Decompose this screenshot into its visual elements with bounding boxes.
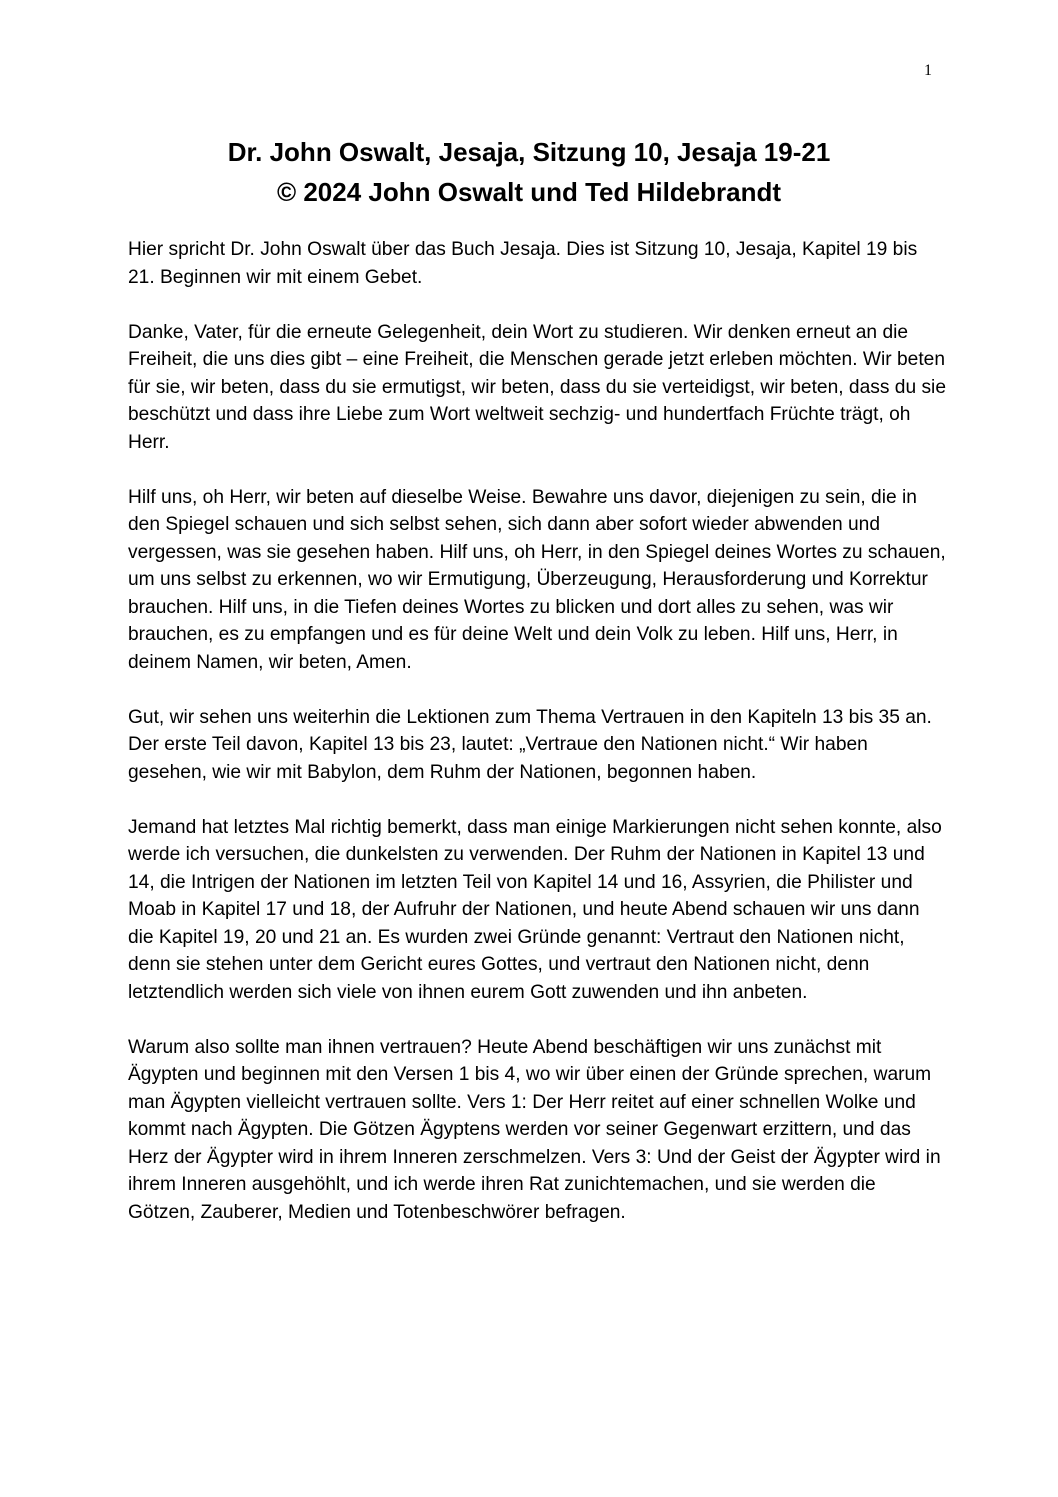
title-line-2: © 2024 John Oswalt und Ted Hildebrandt (276, 177, 782, 207)
paragraph: Hilf uns, oh Herr, wir beten auf dieselbe Weise. Bewahre uns davor, diejenigen zu sein, die in den Spiegel schauen und sich selbst sehen, sich dann aber sofort wieder abwenden und vergessen, was sie gesehen haben. Hilf uns, oh Herr, in den Spiegel deines Wortes zu schauen, um uns selbst zu erkennen, wo wir Ermutigung, Überzeugung, Herausforderung und Korrektur brauchen. Hilf uns, in die Tiefen deines Wortes zu blicken und dort alles zu sehen, was wir brauchen, es zu empfangen und es für deine Welt und dein Volk zu leben. Hilf uns, Herr, in deinem Namen, wir beten, Amen. (128, 486, 946, 673)
document-body (128, 236, 948, 1254)
paragraph: Warum also sollte man ihnen vertrauen? Heute Abend beschäftigen wir uns zunächst mit Ägypten und beginnen mit den Versen 1 bis 4, wo wir über einen der Gründe sprechen, warum man Ägypten vielleicht vertrauen sollte. Vers 1: Der Herr reitet auf einer schnellen Wolke und kommt nach Ägypten. Die Götzen Ägyptens werden vor seiner Gegenwart erzittern, und das Herz der Ägypter wird in ihrem Inneren zerschmelzen. Vers 3: Und der Geist der Ägypter wird in ihrem Inneren ausgehöhlt, und ich werde ihren Rat zunichtemachen, und sie werden die Götzen, Zauberer, Medien und Totenbeschwörer befragen. (128, 1036, 941, 1223)
document-title (0, 132, 1058, 212)
title-line-1: Dr. John Oswalt, Jesaja, Sitzung 10, Jesaja 19-21 (227, 137, 831, 167)
page-number: 1 (924, 62, 932, 79)
paragraph: Gut, wir sehen uns weiterhin die Lektionen zum Thema Vertrauen in den Kapiteln 13 bis 35 an. Der erste Teil davon, Kapitel 13 bis 23, lautet: „Vertraue den Nationen nicht.“ Wir haben gesehen, wie wir mit Babylon, dem Ruhm der Nationen, begonnen haben. (128, 706, 932, 783)
paragraph: Hier spricht Dr. John Oswalt über das Buch Jesaja. Dies ist Sitzung 10, Jesaja, Kapitel 19 bis 21. Beginnen wir mit einem Gebet. (128, 239, 918, 288)
paragraph: Jemand hat letztes Mal richtig bemerkt, dass man einige Markierungen nicht sehen konnte, also werde ich versuchen, die dunkelsten zu verwenden. Der Ruhm der Nationen in Kapitel 13 und 14, die Intrigen der Nationen im letzten Teil von Kapitel 14 und 16, Assyrien, die Philister und Moab in Kapitel 17 und 18, der Aufruhr der Nationen, und heute Abend schauen wir uns dann die Kapitel 19, 20 und 21 an. Es wurden zwei Gründe genannt: Vertraut den Nationen nicht, denn sie stehen unter dem Gericht eures Gottes, und vertraut den Nationen nicht, denn letztendlich werden sich viele von ihnen eurem Gott zuwenden und ihn anbeten. (128, 816, 942, 1003)
paragraph: Danke, Vater, für die erneute Gelegenheit, dein Wort zu studieren. Wir denken erneut an die Freiheit, die uns dies gibt – eine Freiheit, die Menschen gerade jetzt erleben möchten. Wir beten für sie, wir beten, dass du sie ermutigst, wir beten, dass du sie verteidigst, wir beten, dass du sie beschützt und dass ihre Liebe zum Wort weltweit sechzig- und hundertfach Früchte trägt, oh Herr. (128, 321, 946, 453)
